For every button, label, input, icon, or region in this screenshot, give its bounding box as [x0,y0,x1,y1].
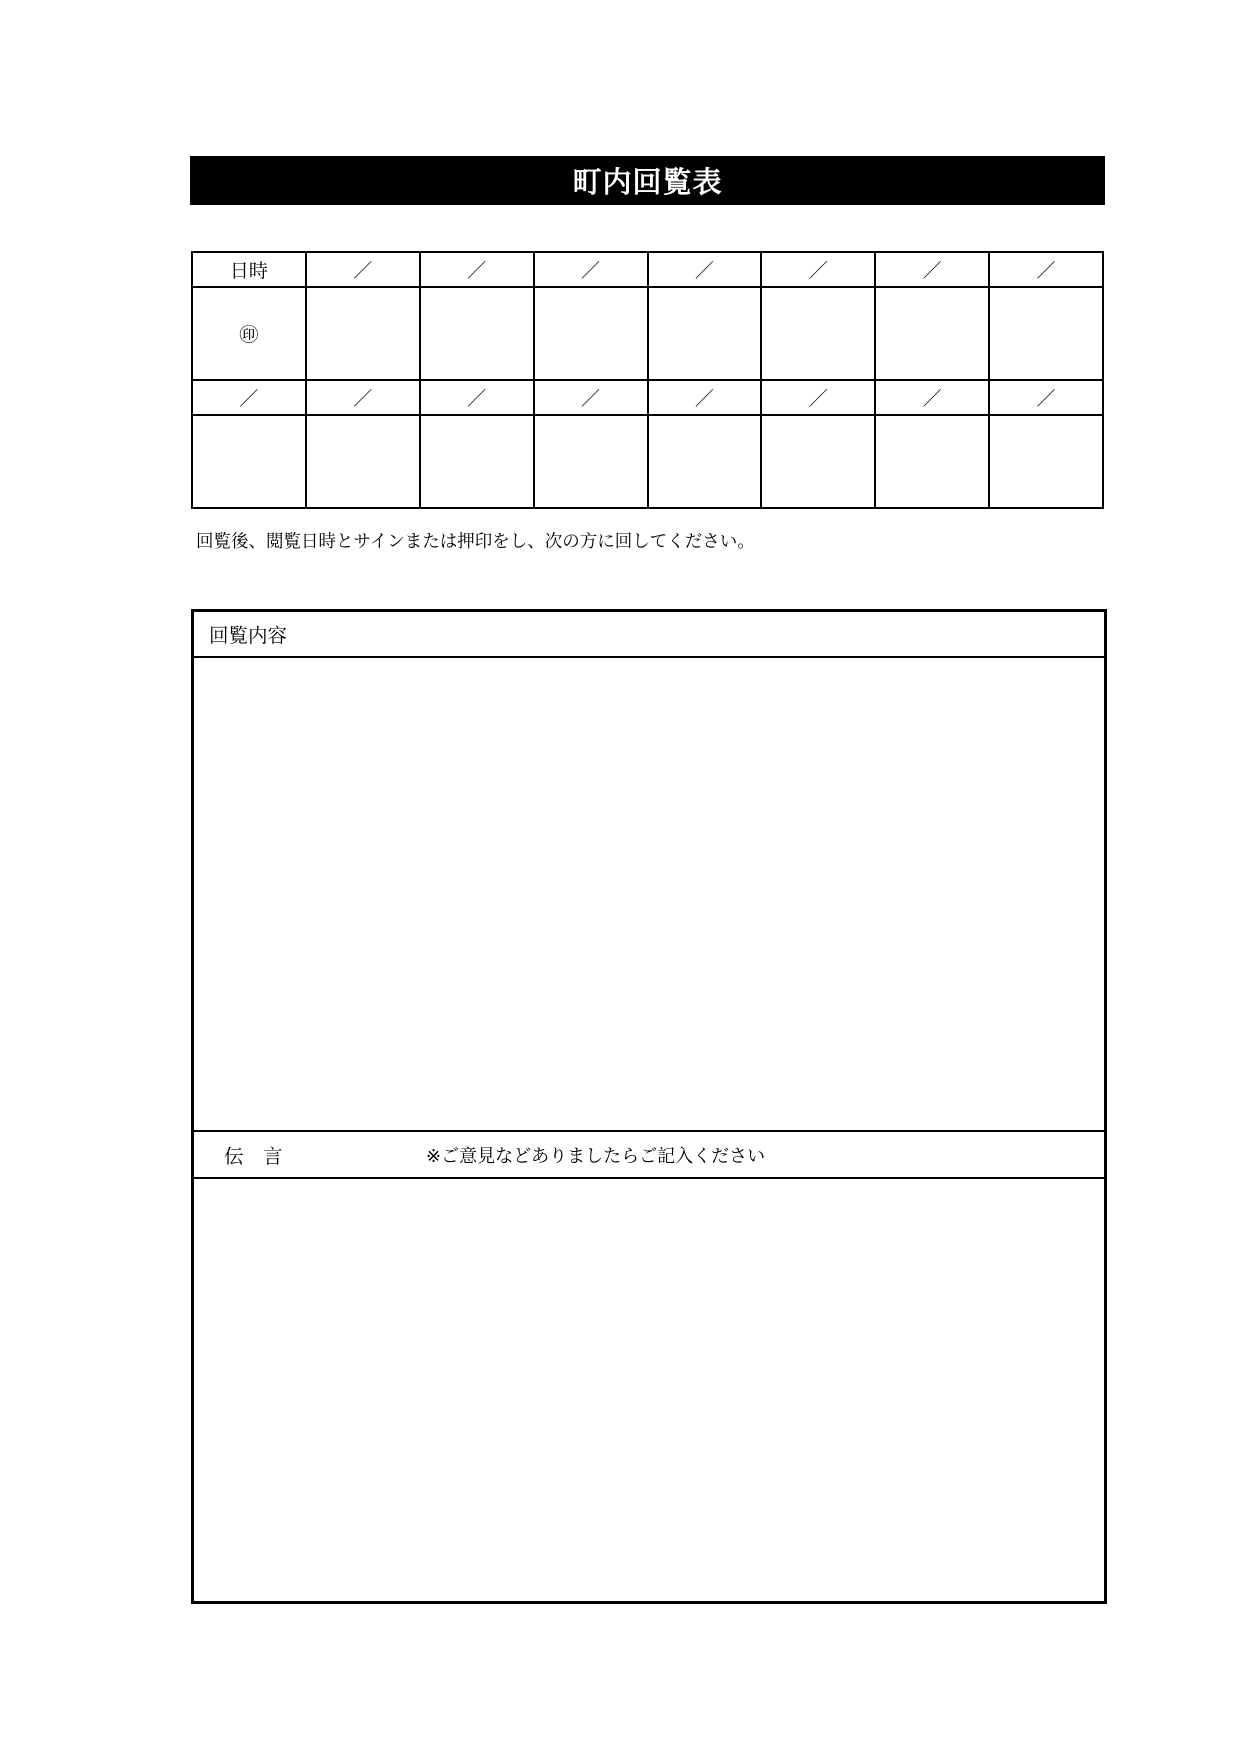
sign-cell[interactable] [875,415,989,508]
date-cell[interactable]: ／ [192,380,306,415]
date-cell[interactable]: ／ [761,252,875,287]
page-title: 町内回覧表 [190,156,1105,205]
instruction-text: 回覧後、閲覧日時とサインまたは押印をし、次の方に回してください。 [196,532,755,552]
date-row-2 [192,380,1103,415]
sign-cell[interactable] [875,287,989,380]
sign-cell[interactable] [989,287,1103,380]
date-cell[interactable]: ／ [648,252,762,287]
date-cell[interactable]: ／ [989,252,1103,287]
message-note: ※ご意見などありましたらご記入ください [426,1145,766,1167]
sign-cell[interactable] [534,287,648,380]
sign-row-2 [192,415,1103,508]
date-cell[interactable]: ／ [989,380,1103,415]
message-label: 伝 言 [224,1144,283,1168]
seal-label-cell: ㊞ [192,287,306,380]
date-cell[interactable]: ／ [875,252,989,287]
circulation-content-box [191,609,1107,1604]
date-label-cell: 日時 [192,252,306,287]
date-cell[interactable]: ／ [875,380,989,415]
sign-cell[interactable] [420,415,534,508]
date-cell[interactable]: ／ [761,380,875,415]
date-row-1 [192,252,1103,287]
sign-cell[interactable] [192,415,306,508]
message-area[interactable] [194,1179,1104,1601]
circulation-table [191,251,1104,509]
sign-cell[interactable] [534,415,648,508]
sign-row-1 [192,287,1103,380]
sign-cell[interactable] [420,287,534,380]
date-cell[interactable]: ／ [420,252,534,287]
sign-cell[interactable] [761,287,875,380]
date-cell[interactable]: ／ [306,380,420,415]
sign-cell[interactable] [648,415,762,508]
sign-cell[interactable] [989,415,1103,508]
content-area[interactable] [194,660,1104,1130]
sign-cell[interactable] [306,415,420,508]
date-cell[interactable]: ／ [306,252,420,287]
message-header [194,1130,1104,1179]
sign-cell[interactable] [761,415,875,508]
date-cell[interactable]: ／ [534,252,648,287]
sign-cell[interactable] [306,287,420,380]
date-cell[interactable]: ／ [534,380,648,415]
sign-cell[interactable] [648,287,762,380]
content-header: 回覧内容 [194,612,1104,658]
date-cell[interactable]: ／ [420,380,534,415]
date-cell[interactable]: ／ [648,380,762,415]
